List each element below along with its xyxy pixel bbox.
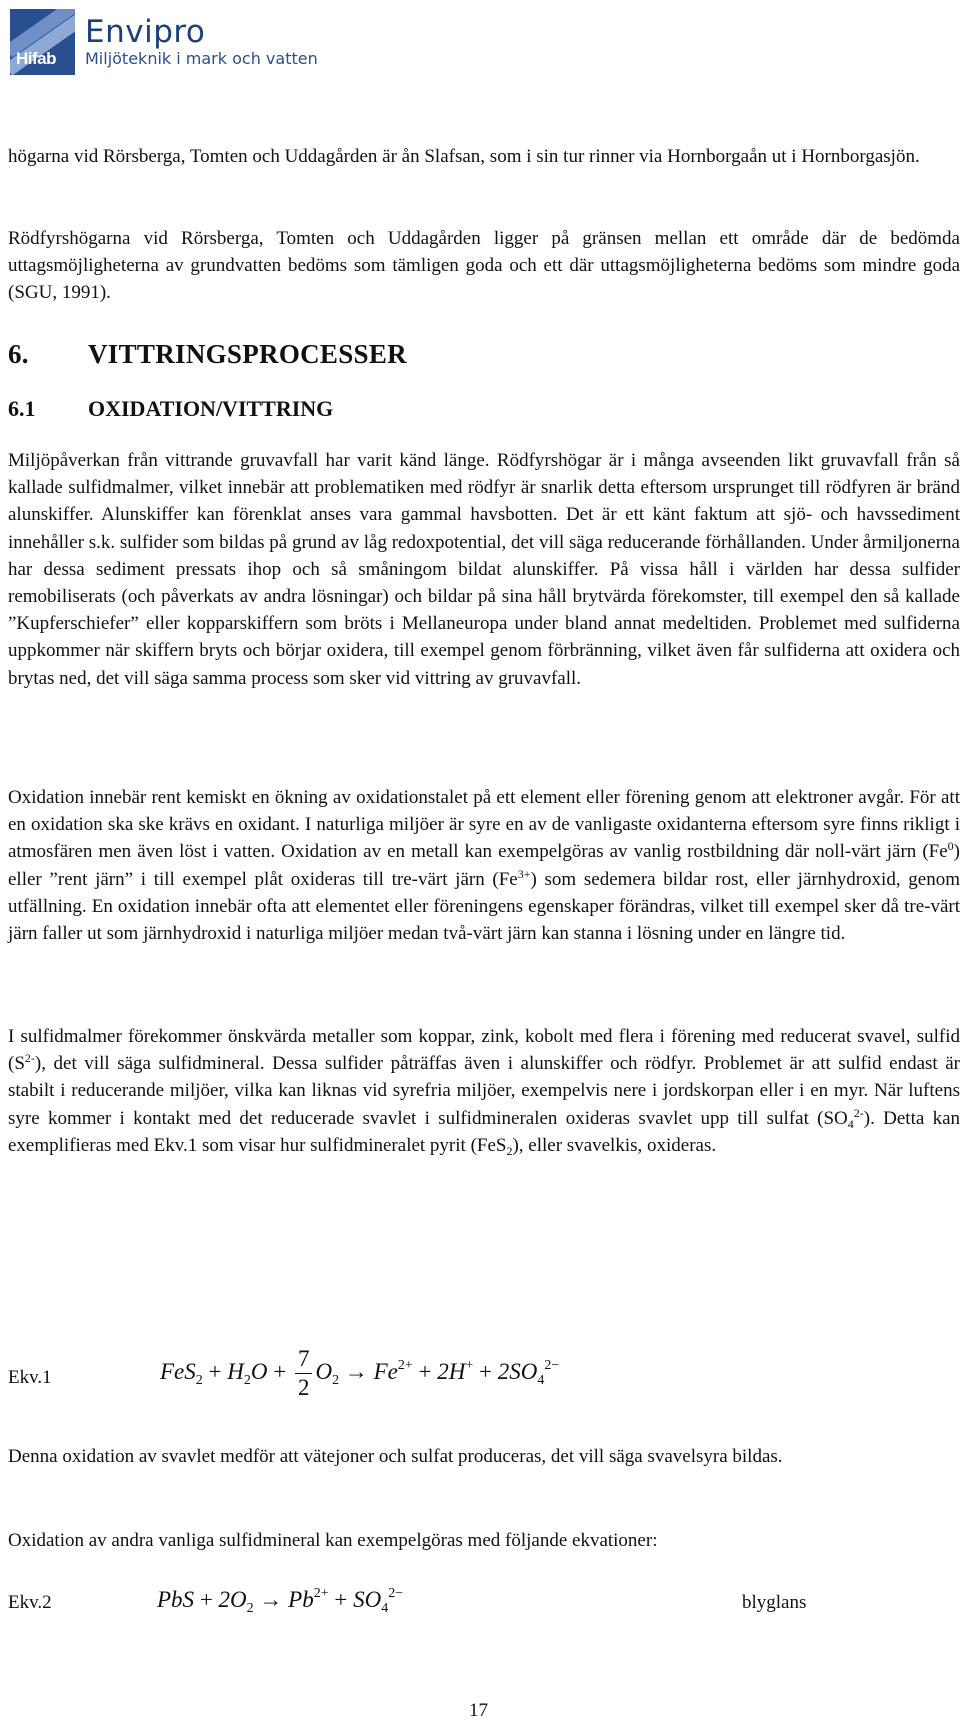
subsection-heading <box>8 396 333 422</box>
section-number: 6. <box>8 339 29 369</box>
company-logo <box>10 9 318 75</box>
equation-label-2: Ekv.2 <box>8 1592 52 1613</box>
paragraph-sulfide: I sulfidmalmer förekommer önskvärda metaller som koppar, zink, kobolt med flera i förening med reducerat svavel, sulfid $(S^{2-})$, det vill säga sulfidmineral. Dessa sulfider påträffas även i alunskiffer och rödfyr. Problemet är att sulfid endast är stabilt i reducerande miljöer, vilka kan liknas vid syrefria miljöer, exempelvis nere i jordskorpan eller i en myr. När luftens syre kommer i kontakt med det reducerade svavlet i sulfidmineralen oxideras svavlet upp till sulfat $(SO_4^{2-})$. Detta kan exemplifieras med Ekv.1 som visar hur sulfidmineralet pyrit (FeS$_2$), eller svavelkis, oxideras. <box>8 1026 960 1158</box>
mineral-name: blyglans <box>742 1592 807 1613</box>
paragraph-oxidation: Oxidation innebär rent kemiskt en ökning av oxidationstalet på ett element eller förening genom att elektroner avgår. För att en oxidation ska ske krävs en oxidant. I naturliga miljöer är syre en av de vanligaste oxidanterna eftersom syre finns rikligt i atmosfären men även löst i vatten. Oxidation av en metall kan exempelgöras av vanlig rostbildning där noll-värt järn (Fe$^0$) eller ”rent järn” i till exempel plåt oxideras till tre-värt järn $(Fe^{3+})$ som sedemera bildar rost, eller järnhydroxid, genom utfällning. En oxidation innebär ofta att elementet eller föreningens egenskaper förändras, vilket till exempel sker då tre-värt järn faller ut som järnhydroxid i naturliga miljöer medan två-värt järn kan stanna i lösning under en längre tid. <box>8 787 960 945</box>
paragraph-sulfuric-acid: Denna oxidation av svavlet medför att vätejoner och sulfat produceras, det vill säga svavelsyra bildas. <box>8 1446 783 1467</box>
logo-badge-text: Hifab <box>16 49 56 68</box>
paragraph-other-minerals: Oxidation av andra vanliga sulfidmineral kan exempelgöras med följande ekvationer: <box>8 1530 658 1551</box>
hifab-badge <box>10 9 75 75</box>
page-number: 17 <box>469 1700 488 1721</box>
section-heading <box>8 339 407 370</box>
logo-tagline: Miljöteknik i mark och vatten <box>85 49 318 68</box>
paragraph-intro-continuation: högarna vid Rörsberga, Tomten och Uddagården är ån Slafsan, som i sin tur rinner via Hornborgaån ut i Hornborgasjön. <box>8 146 920 167</box>
paragraph-weathering: Miljöpåverkan från vittrande gruvavfall har varit känd länge. Rödfyrshögar är i många avseenden likt gruvavfall från så kallade sulfidmalmer, vilket innebär att problematiken med rödfyr är snarlik detta eftersom ursprunget till rödfyren är bränd alunskiffer. Alunskiffer kan förenklat anses vara gammal havsbotten. Det är ett känt faktum att sjö- och havssediment innehåller s.k. sulfider som bildas på grund av låg redoxpotential, det vill säga reducerande förhållanden. Under årmiljonerna har dessa sediment pressats ihop och så småningom bildat alunskiffer. På vissa håll i världen har dessa sulfider remobiliserats (och påverkats av andra lösningar) och bildar på sina håll brytvärda förekomster, till exempel den så kallade ”Kupferschiefer” eller kopparskiffern som bröts i Mellaneuropa under bland annat medeltiden. Problemet med sulfiderna uppkommer när skiffern bryts och börjar oxidera, till exempel genom förbränning, vilket även får sulfiderna att oxidera och brytas ned, det vill säga samma process som sker vid vittring av gruvavfall. <box>8 450 960 689</box>
equation-pyrite-oxidation: $FeS_2 + H_2O$ + $\frac{7}{2}$ $O_2 \to Fe^{2+} + 2H^+ + 2SO_4^{2-}$ <box>160 1346 560 1400</box>
subsection-number: 6.1 <box>8 396 36 421</box>
equation-galena-oxidation: PbS + $2O_2 \to Pb^{2+} + SO_4^{2-}$ <box>157 1586 404 1616</box>
paragraph-groundwater: Rödfyrshögarna vid Rörsberga, Tomten och Uddagården ligger på gränsen mellan ett område där de bedömda uttagsmöjligheterna av grundvatten bedöms som tämligen goda och ett där uttagsmöjligheterna bedöms som mindre goda (SGU, 1991). <box>8 228 960 304</box>
subsection-title: OXIDATION/VITTRING <box>88 396 334 421</box>
equation-label: Ekv.1 <box>8 1367 52 1388</box>
logo-name: Envipro <box>85 14 206 50</box>
fraction: $\frac{7}{2}$ <box>295 1345 313 1402</box>
section-title: VITTRINGSPROCESSER <box>88 339 407 369</box>
